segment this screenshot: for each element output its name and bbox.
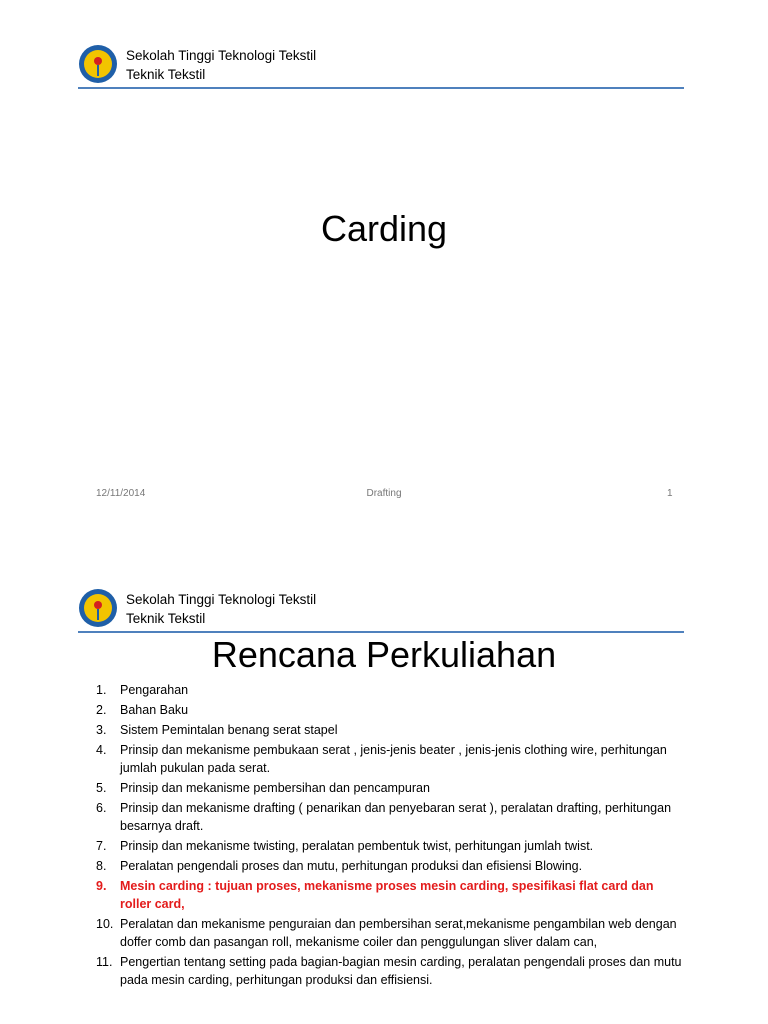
item-number: 1. xyxy=(96,683,107,697)
slide-title: Carding xyxy=(320,208,448,249)
item-text: Sistem Pemintalan benang serat stapel xyxy=(120,723,338,737)
stt-textile-logo-icon xyxy=(78,44,118,84)
item-number: 3. xyxy=(96,723,107,737)
header-text xyxy=(126,590,316,628)
stt-textile-logo-icon xyxy=(78,588,118,628)
list-item xyxy=(96,915,686,951)
item-number: 9. xyxy=(96,879,107,893)
item-number: 6. xyxy=(96,801,107,815)
slide-2 xyxy=(0,548,768,1024)
item-number: 5. xyxy=(96,781,107,795)
header-divider xyxy=(78,631,684,633)
list-item xyxy=(96,799,686,835)
course-plan-list xyxy=(96,681,686,991)
item-text: Peralatan dan mekanisme penguraian dan pembersihan serat,mekanisme pengambilan web dengan doffer comb dan pasangan roll, mekanisme coiler dan penggulungan sliver dalam can, xyxy=(120,917,677,949)
list-item xyxy=(96,837,686,855)
item-text: Pengarahan xyxy=(120,683,189,697)
list-item xyxy=(96,681,686,699)
department-name: Teknik Tekstil xyxy=(126,67,206,82)
item-text: Prinsip dan mekanisme drafting ( penarikan dan penyebaran serat ), peralatan drafting, perhitungan besarnya draft. xyxy=(120,801,672,833)
item-number: 11. xyxy=(96,955,113,969)
slide-header xyxy=(78,40,684,90)
header-text xyxy=(126,46,316,84)
department-name: Teknik Tekstil xyxy=(126,611,206,626)
footer-page-number: 1 xyxy=(667,488,673,499)
item-text: Prinsip dan mekanisme twisting, peralatan pembentuk twist, perhitungan jumlah twist. xyxy=(120,839,594,853)
list-item xyxy=(96,779,686,797)
item-text: Peralatan pengendali proses dan mutu, perhitungan produksi dan efisiensi Blowing. xyxy=(120,859,583,873)
header-divider xyxy=(78,87,684,89)
item-text: Pengertian tentang setting pada bagian-bagian mesin carding, peralatan pengendali proses dan mutu pada mesin carding, perhitungan produksi dan effisiensi. xyxy=(120,955,682,987)
item-text: Prinsip dan mekanisme pembersihan dan pencampuran xyxy=(120,781,430,795)
item-text: Prinsip dan mekanisme pembukaan serat , jenis-jenis beater , jenis-jenis clothing wire, perhitungan jumlah pukulan pada serat. xyxy=(120,743,667,775)
item-text: Mesin carding : tujuan proses, mekanisme proses mesin carding, spesifikasi flat card dan roller card, xyxy=(120,879,654,911)
item-number: 10. xyxy=(96,917,114,931)
institution-name: Sekolah Tinggi Teknologi Tekstil xyxy=(126,48,317,63)
slide-title: Rencana Perkuliahan xyxy=(211,634,557,675)
item-number: 8. xyxy=(96,859,107,873)
list-item xyxy=(96,953,686,989)
institution-name: Sekolah Tinggi Teknologi Tekstil xyxy=(126,592,317,607)
footer-date: 12/11/2014 xyxy=(96,488,146,499)
list-item xyxy=(96,857,686,875)
footer-label: Drafting xyxy=(366,488,402,499)
item-number: 7. xyxy=(96,839,107,853)
item-number: 4. xyxy=(96,743,107,757)
list-item xyxy=(96,701,686,719)
list-item-highlighted xyxy=(96,877,686,913)
list-item xyxy=(96,721,686,739)
slide-header xyxy=(78,584,684,634)
item-number: 2. xyxy=(96,703,107,717)
list-item xyxy=(96,741,686,777)
item-text: Bahan Baku xyxy=(120,703,189,717)
